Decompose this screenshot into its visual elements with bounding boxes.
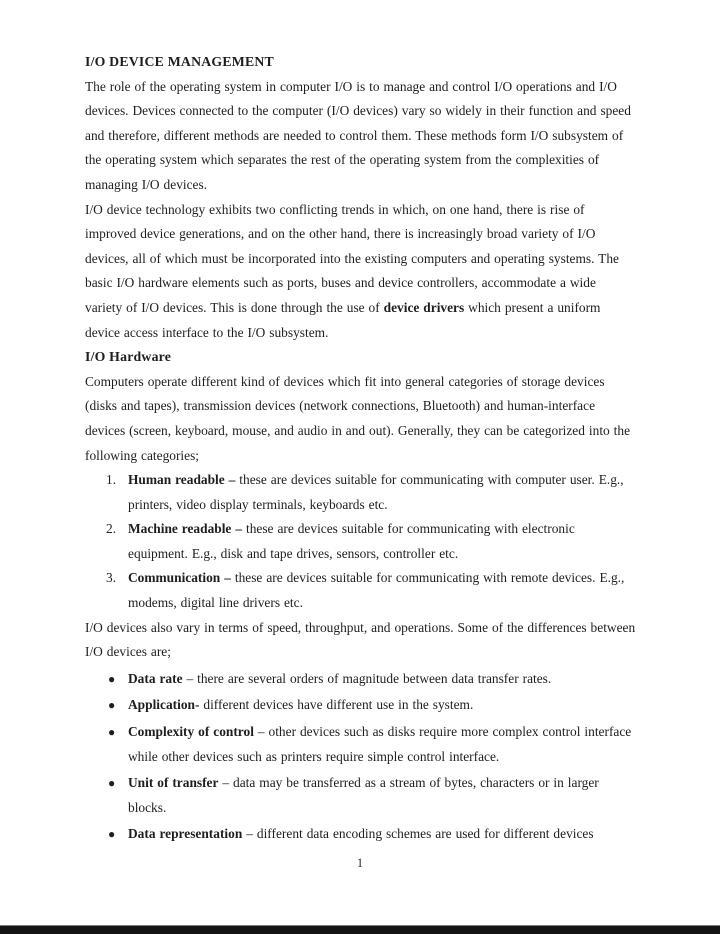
list-item-lead: Data representation — [128, 826, 243, 842]
bullet-icon: ● — [108, 827, 116, 842]
list-item-text — [128, 693, 636, 718]
numbered-item-communication — [85, 566, 636, 615]
paragraph-io-technology-lead: I/O device technology exhibits two conflicting trends in which, on one hand, there is rise of improved device generations, and on the other hand, there is increasingly broad variety of I/O devices, all of which must be incorporated into the existing computers and operating systems. The basic I/O hardware elements such as ports, buses and device controllers, accommodate a wide variety of I/O devices. This is done through the use of — [85, 201, 619, 315]
list-number: 2. — [106, 521, 117, 537]
bullet-item-application — [85, 693, 636, 718]
section-heading-io-hardware: I/O Hardware — [85, 349, 172, 365]
bullet-list — [85, 667, 636, 847]
list-item-lead: Unit of transfer — [128, 775, 219, 791]
list-item-text — [128, 566, 636, 615]
paragraph-os-role: The role of the operating system in computer I/O is to manage and control I/O operations and I/O devices. Devices connected to the computer (I/O devices) vary so widely in their function and speed and therefore, different methods are needed to control them. These methods form I/O subsystem of the operating system which separates the rest of the operating system from the complexities of managing I/O devices. — [85, 78, 631, 192]
document-content — [85, 50, 636, 847]
list-item-text — [128, 771, 636, 820]
numbered-item-human-readable — [85, 468, 636, 517]
bullet-icon: ● — [108, 671, 116, 686]
list-item-rest: these are devices suitable for communicating with electronic equipment. E.g., disk and tape drives, sensors, controller etc. — [128, 521, 575, 561]
bullet-item-complexity-of-control — [85, 720, 636, 769]
page-number: 1 — [356, 856, 364, 870]
list-item-text — [128, 822, 636, 847]
section-heading-io-device-management: I/O DEVICE MANAGEMENT — [85, 54, 274, 69]
bullet-item-data-representation — [85, 822, 636, 847]
paragraph-io-technology — [85, 198, 636, 346]
bold-device-drivers: device drivers — [383, 299, 465, 315]
paragraph-io-technology-tail: which present a uniform device access interface to the I/O subsystem. — [85, 299, 601, 340]
list-item-text — [128, 468, 636, 517]
list-item-lead: Communication – — [128, 570, 231, 586]
bottom-black-bar — [0, 925, 720, 934]
list-item-text — [128, 517, 636, 566]
list-item-rest: – different data encoding schemes are used for different devices — [242, 826, 594, 842]
list-item-rest: – data may be transferred as a stream of bytes, characters or in larger blocks. — [128, 775, 599, 815]
list-item-lead: Complexity of control — [128, 724, 254, 740]
list-item-rest: – there are several orders of magnitude between data transfer rates. — [182, 670, 552, 686]
bullet-icon: ● — [108, 776, 116, 791]
list-item-rest: these are devices suitable for communicating with computer user. E.g., printers, video display terminals, keyboards etc. — [128, 472, 624, 512]
list-number: 1. — [106, 472, 117, 488]
list-item-lead: Human readable – — [128, 472, 236, 488]
paragraph-device-categories: Computers operate different kind of devices which fit into general categories of storage devices (disks and tapes), transmission devices (network connections, Bluetooth) and human-interface devices (screen, keyboard, mouse, and audio in and out). Generally, they can be categorized into the following categories; — [85, 373, 631, 463]
bullet-icon: ● — [108, 698, 116, 713]
numbered-list — [85, 468, 636, 616]
list-item-lead: Machine readable – — [128, 521, 243, 537]
numbered-item-machine-readable — [85, 517, 636, 566]
bullet-icon: ● — [108, 725, 116, 740]
list-item-rest: these are devices suitable for communicating with remote devices. E.g., modems, digital line drivers etc. — [128, 570, 625, 611]
bullet-item-unit-of-transfer — [85, 771, 636, 820]
list-item-rest: different devices have different use in the system. — [199, 697, 474, 713]
list-item-lead: Application- — [128, 697, 200, 713]
list-item-text — [128, 720, 636, 769]
list-item-lead: Data rate — [128, 670, 183, 686]
paragraph-io-differences: I/O devices also vary in terms of speed, throughput, and operations. Some of the differences between I/O devices are; — [85, 619, 636, 660]
list-item-rest: – other devices such as disks require more complex control interface while other devices such as printers require simple control interface. — [128, 724, 632, 764]
list-number: 3. — [106, 570, 117, 586]
bullet-item-data-rate — [85, 667, 636, 692]
list-item-text — [128, 667, 636, 692]
